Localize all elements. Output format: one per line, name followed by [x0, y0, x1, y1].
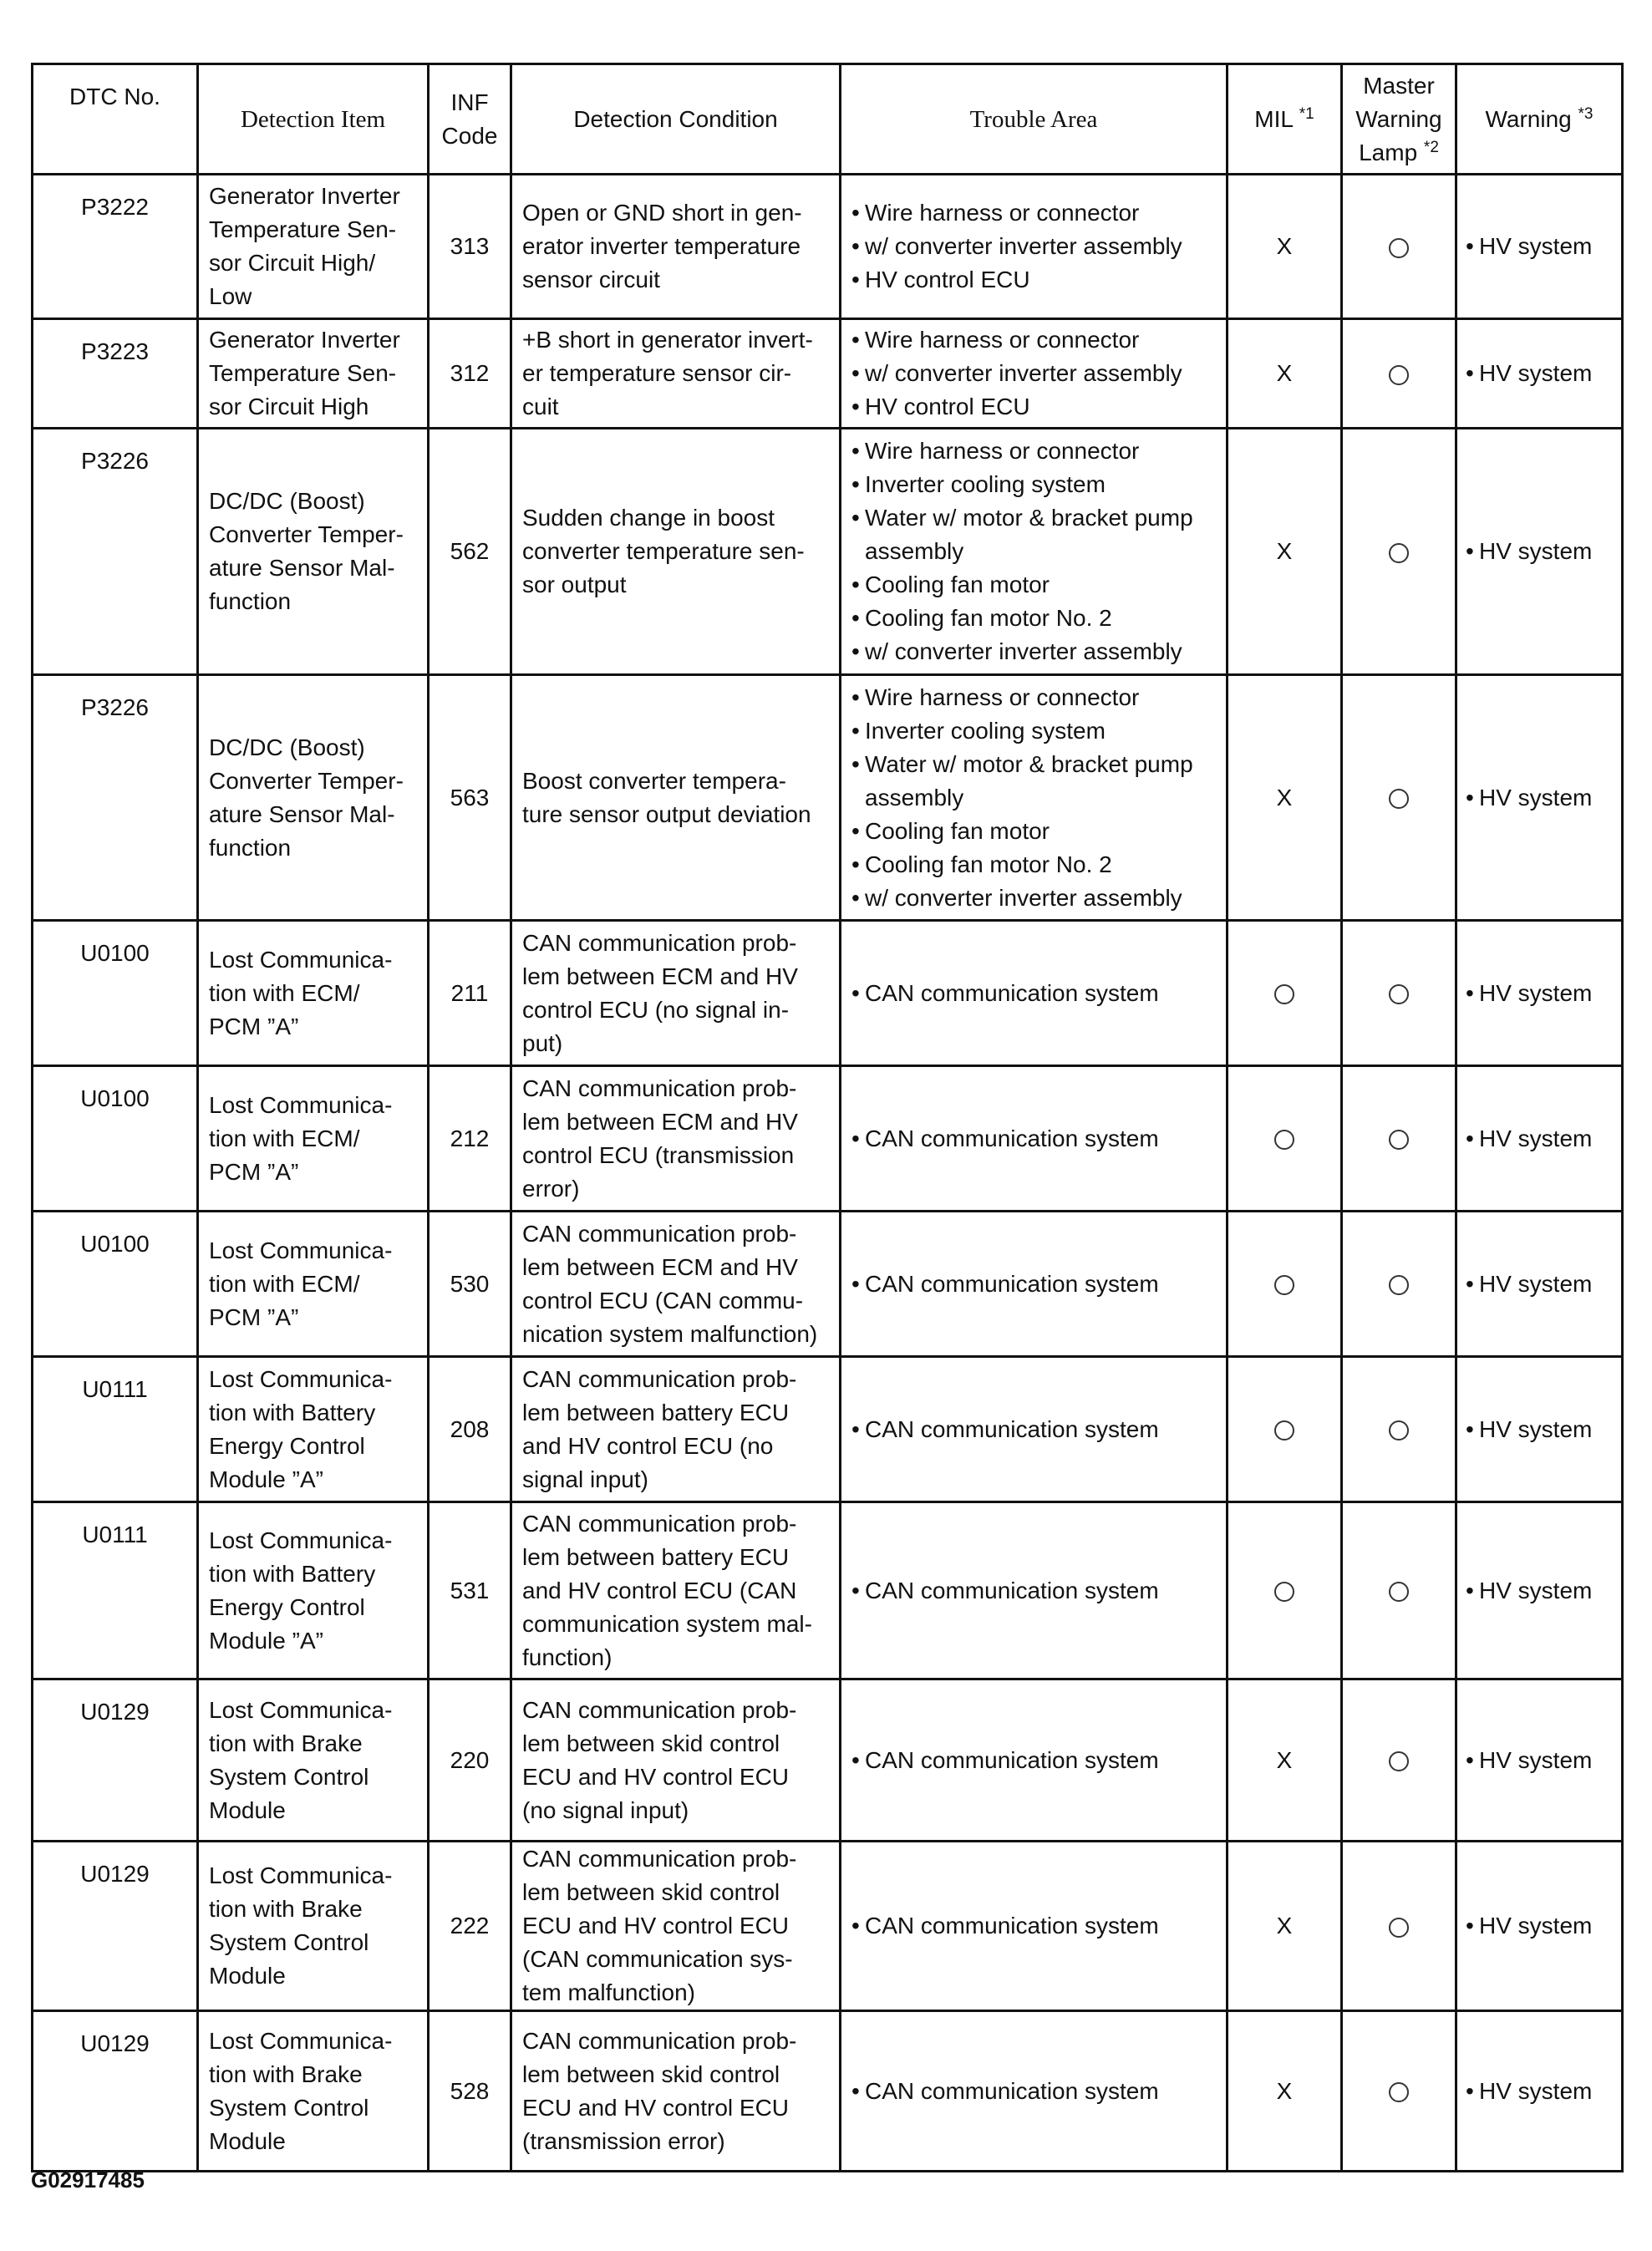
detection-condition-line: lem between skid control — [522, 1879, 780, 1905]
mil-cell — [1228, 675, 1342, 921]
detection-item-line: DC/DC (Boost) — [209, 488, 365, 514]
detection-item-line: ature Sensor Mal- — [209, 800, 395, 827]
detection-condition-line: and HV control ECU (CAN — [522, 1577, 797, 1603]
dtc-number-cell: U0129 — [33, 1679, 198, 1842]
master-warning-lamp-cell — [1342, 429, 1456, 675]
circle-mark-icon — [1389, 1275, 1409, 1295]
header-inf-code-line1: INF — [450, 89, 489, 115]
trouble-area-item: • Cooling fan motor No. 2 — [851, 848, 1219, 882]
inf-code-cell: 312 — [429, 319, 511, 429]
header-warning — [1456, 64, 1623, 175]
detection-condition-line: error) — [522, 1175, 580, 1202]
x-mark: X — [1276, 360, 1293, 386]
dtc-number-cell: U0111 — [33, 1502, 198, 1679]
header-master-warning-lamp — [1342, 64, 1456, 175]
header-mil-text: MIL — [1254, 105, 1293, 132]
detection-item-line: Lost Communica- — [209, 1365, 393, 1392]
trouble-area-item: • Wire harness or connector — [851, 323, 1219, 357]
table-row — [33, 1842, 1623, 2011]
detection-condition-line: function) — [522, 1644, 613, 1670]
detection-item-line: System Control — [209, 1763, 369, 1790]
detection-item-line: Generator Inverter — [209, 183, 400, 209]
detection-item-line: tion with ECM/ — [209, 979, 360, 1006]
detection-condition-cell — [511, 1212, 841, 1357]
trouble-area-item: • CAN communication system — [851, 1909, 1219, 1943]
detection-item-line: System Control — [209, 2094, 369, 2121]
detection-item-line: Lost Communica- — [209, 2027, 393, 2054]
trouble-area-item: • CAN communication system — [851, 977, 1219, 1010]
detection-item-cell — [198, 319, 429, 429]
table-row — [33, 675, 1623, 921]
header-master-line1: Master — [1363, 72, 1435, 99]
detection-item-line: Lost Communica- — [209, 1091, 393, 1118]
warning-cell — [1456, 175, 1623, 319]
trouble-area-item: • w/ converter inverter assembly — [851, 230, 1219, 263]
inf-code-cell: 563 — [429, 675, 511, 921]
detection-condition-line: Boost converter tempera- — [522, 767, 786, 794]
detection-item-line: Converter Temper- — [209, 767, 404, 794]
detection-item-cell — [198, 675, 429, 921]
trouble-area-item: • CAN communication system — [851, 1122, 1219, 1156]
trouble-area-item: • Water w/ motor & bracket pump — [851, 748, 1219, 781]
inf-code-cell: 208 — [429, 1357, 511, 1502]
detection-item-line: tion with Brake — [209, 1896, 363, 1922]
circle-mark-icon — [1389, 1582, 1409, 1602]
header-detection-condition — [511, 64, 841, 175]
warning-item: • HV system — [1466, 1122, 1613, 1156]
master-warning-lamp-cell — [1342, 675, 1456, 921]
detection-item-line: tion with Battery — [209, 1560, 376, 1587]
table-row — [33, 2011, 1623, 2172]
header-dtc-no-text: DTC No. — [69, 84, 160, 109]
detection-condition-cell — [511, 2011, 841, 2172]
detection-condition-line: converter temperature sen- — [522, 538, 805, 564]
trouble-area-item: • Inverter cooling system — [851, 468, 1219, 501]
detection-condition-line: put) — [522, 1029, 563, 1056]
detection-condition-line: tem malfunction) — [522, 1979, 695, 2005]
detection-item-line: function — [209, 588, 292, 614]
detection-condition-line: nication system malfunction) — [522, 1320, 818, 1347]
trouble-area-item: • CAN communication system — [851, 1268, 1219, 1301]
circle-mark-icon — [1274, 984, 1294, 1004]
figure-code: G02917485 — [31, 2167, 145, 2193]
detection-item-line: Module — [209, 1963, 286, 1989]
warning-item: • HV system — [1466, 1909, 1613, 1943]
trouble-area-item: • Cooling fan motor — [851, 815, 1219, 848]
detection-condition-line: CAN communication prob- — [522, 1696, 797, 1723]
mil-cell — [1228, 1502, 1342, 1679]
detection-item-line: sor Circuit High/ — [209, 250, 376, 276]
circle-mark-icon — [1389, 1130, 1409, 1150]
trouble-area-cell — [841, 1842, 1228, 2011]
detection-item-line: sor Circuit High — [209, 394, 369, 419]
detection-item-line: Generator Inverter — [209, 327, 400, 353]
mil-cell — [1228, 429, 1342, 675]
table-row — [33, 1357, 1623, 1502]
detection-item-line: Lost Communica- — [209, 1237, 393, 1263]
trouble-area-continuation: assembly — [865, 538, 964, 564]
detection-condition-line: lem between skid control — [522, 2060, 780, 2087]
detection-condition-line: (transmission error) — [522, 2127, 725, 2154]
detection-item-line: tion with Battery — [209, 1399, 376, 1425]
warning-item: • HV system — [1466, 977, 1613, 1010]
master-warning-lamp-cell — [1342, 1842, 1456, 2011]
dtc-number-cell: P3226 — [33, 429, 198, 675]
detection-condition-line: (CAN communication sys- — [522, 1946, 793, 1972]
detection-item-line: Energy Control — [209, 1593, 365, 1620]
circle-mark-icon — [1389, 1918, 1409, 1938]
detection-condition-cell — [511, 429, 841, 675]
inf-code-cell: 313 — [429, 175, 511, 319]
trouble-area-item: • Cooling fan motor — [851, 568, 1219, 602]
warning-cell — [1456, 1502, 1623, 1679]
trouble-area-cell — [841, 1679, 1228, 1842]
x-mark: X — [1276, 784, 1293, 810]
detection-condition-cell — [511, 1502, 841, 1679]
table-row — [33, 429, 1623, 675]
circle-mark-icon — [1389, 2082, 1409, 2102]
x-mark: X — [1276, 1746, 1293, 1773]
detection-item-cell — [198, 921, 429, 1066]
x-mark: X — [1276, 538, 1293, 564]
detection-condition-cell — [511, 675, 841, 921]
table-row — [33, 319, 1623, 429]
trouble-area-cell — [841, 1357, 1228, 1502]
header-master-line2: Warning — [1355, 105, 1442, 132]
detection-item-cell — [198, 2011, 429, 2172]
detection-item-line: Energy Control — [209, 1432, 365, 1459]
x-mark: X — [1276, 2077, 1293, 2104]
header-master-line3: Lamp — [1359, 139, 1418, 165]
detection-condition-line: lem between battery ECU — [522, 1543, 790, 1570]
header-warning-text: Warning — [1485, 105, 1572, 132]
detection-item-line: Lost Communica- — [209, 1862, 393, 1888]
inf-code-cell: 212 — [429, 1066, 511, 1212]
header-inf-code — [429, 64, 511, 175]
warning-cell — [1456, 1679, 1623, 1842]
detection-item-cell — [198, 429, 429, 675]
detection-condition-line: Sudden change in boost — [522, 505, 775, 531]
warning-cell — [1456, 675, 1623, 921]
mil-cell — [1228, 1066, 1342, 1212]
detection-item-line: Module ”A” — [209, 1627, 323, 1654]
warning-item: • HV system — [1466, 781, 1613, 815]
dtc-number-cell: U0111 — [33, 1357, 198, 1502]
trouble-area-item: • Water w/ motor & bracket pump — [851, 501, 1219, 535]
warning-item: • HV system — [1466, 535, 1613, 568]
detection-item-line: Temperature Sen- — [209, 360, 397, 386]
mil-cell — [1228, 1842, 1342, 2011]
master-warning-lamp-cell — [1342, 2011, 1456, 2172]
detection-item-line: DC/DC (Boost) — [209, 734, 365, 760]
detection-condition-line: signal input) — [522, 1466, 648, 1492]
detection-condition-line: cuit — [522, 394, 559, 419]
table-row — [33, 1679, 1623, 1842]
dtc-number-cell: P3223 — [33, 319, 198, 429]
trouble-area-item: • Wire harness or connector — [851, 681, 1219, 714]
detection-condition-line: ture sensor output deviation — [522, 800, 811, 827]
master-warning-lamp-cell — [1342, 319, 1456, 429]
warning-cell — [1456, 319, 1623, 429]
detection-condition-line: CAN communication prob- — [522, 1365, 797, 1392]
detection-item-cell — [198, 175, 429, 319]
detection-item-cell — [198, 1066, 429, 1212]
detection-condition-line: CAN communication prob- — [522, 1075, 797, 1101]
dtc-table — [31, 63, 1624, 2172]
detection-condition-line: control ECU (CAN commu- — [522, 1287, 804, 1314]
dtc-number-cell: U0100 — [33, 1066, 198, 1212]
inf-code-cell: 531 — [429, 1502, 511, 1679]
trouble-area-item: • w/ converter inverter assembly — [851, 635, 1219, 668]
detection-condition-line: control ECU (no signal in- — [522, 996, 790, 1023]
trouble-area-cell — [841, 921, 1228, 1066]
warning-cell — [1456, 1212, 1623, 1357]
circle-mark-icon — [1274, 1582, 1294, 1602]
detection-item-line: tion with Brake — [209, 2060, 363, 2087]
detection-item-line: tion with ECM/ — [209, 1125, 360, 1151]
master-warning-lamp-cell — [1342, 921, 1456, 1066]
trouble-area-cell — [841, 1502, 1228, 1679]
detection-item-cell — [198, 1212, 429, 1357]
detection-condition-line: lem between ECM and HV — [522, 1253, 798, 1280]
warning-item: • HV system — [1466, 1268, 1613, 1301]
detection-condition-cell — [511, 1357, 841, 1502]
trouble-area-item: • CAN communication system — [851, 1413, 1219, 1446]
dtc-number-cell: U0129 — [33, 1842, 198, 2011]
trouble-area-continuation: assembly — [865, 784, 964, 810]
detection-item-line: Low — [209, 283, 252, 309]
master-warning-lamp-cell — [1342, 1212, 1456, 1357]
table-row — [33, 175, 1623, 319]
trouble-area-item: • HV control ECU — [851, 263, 1219, 297]
circle-mark-icon — [1389, 365, 1409, 385]
trouble-area-item: • Wire harness or connector — [851, 434, 1219, 468]
master-warning-lamp-cell — [1342, 175, 1456, 319]
detection-condition-line: CAN communication prob- — [522, 929, 797, 956]
trouble-area-cell — [841, 2011, 1228, 2172]
mil-cell — [1228, 175, 1342, 319]
trouble-area-item: • Cooling fan motor No. 2 — [851, 602, 1219, 635]
detection-item-cell — [198, 1842, 429, 2011]
mil-cell — [1228, 1212, 1342, 1357]
warning-item: • HV system — [1466, 1413, 1613, 1446]
header-detection-condition-text: Detection Condition — [573, 105, 778, 132]
detection-item-line: Converter Temper- — [209, 521, 404, 547]
trouble-area-cell — [841, 319, 1228, 429]
header-detection-item-text: Detection Item — [240, 105, 386, 133]
warning-item: • HV system — [1466, 230, 1613, 263]
detection-condition-cell — [511, 175, 841, 319]
detection-condition-line: lem between battery ECU — [522, 1399, 790, 1425]
header-master-note: *2 — [1423, 138, 1439, 156]
detection-condition-line: ECU and HV control ECU — [522, 1913, 790, 1939]
dtc-table-body — [33, 175, 1623, 2172]
dtc-number-cell: U0129 — [33, 2011, 198, 2172]
trouble-area-item: • w/ converter inverter assembly — [851, 357, 1219, 390]
detection-condition-line: ECU and HV control ECU — [522, 1763, 790, 1790]
detection-item-line: Lost Communica- — [209, 946, 393, 973]
header-trouble-area-text: Trouble Area — [969, 105, 1098, 133]
master-warning-lamp-cell — [1342, 1357, 1456, 1502]
dtc-number-cell: U0100 — [33, 1212, 198, 1357]
detection-condition-cell — [511, 1679, 841, 1842]
detection-condition-line: +B short in generator invert- — [522, 327, 813, 353]
header-inf-code-line2: Code — [441, 122, 498, 149]
master-warning-lamp-cell — [1342, 1679, 1456, 1842]
header-detection-item — [198, 64, 429, 175]
detection-condition-line: lem between ECM and HV — [522, 1108, 798, 1135]
detection-condition-line: lem between skid control — [522, 1730, 780, 1756]
table-row — [33, 1212, 1623, 1357]
header-row — [33, 64, 1623, 175]
circle-mark-icon — [1389, 984, 1409, 1004]
detection-item-line: PCM ”A” — [209, 1303, 299, 1330]
detection-item-cell — [198, 1502, 429, 1679]
warning-item: • HV system — [1466, 1744, 1613, 1777]
trouble-area-cell — [841, 1066, 1228, 1212]
warning-cell — [1456, 1066, 1623, 1212]
detection-condition-line: erator inverter temperature — [522, 233, 801, 259]
detection-item-line: tion with ECM/ — [209, 1270, 360, 1297]
inf-code-cell: 211 — [429, 921, 511, 1066]
trouble-area-item: • w/ converter inverter assembly — [851, 882, 1219, 915]
detection-item-line: tion with Brake — [209, 1730, 363, 1756]
trouble-area-cell — [841, 175, 1228, 319]
inf-code-cell: 222 — [429, 1842, 511, 2011]
warning-item: • HV system — [1466, 2075, 1613, 2108]
warning-item: • HV system — [1466, 1574, 1613, 1608]
detection-condition-line: control ECU (transmission — [522, 1141, 795, 1168]
circle-mark-icon — [1389, 238, 1409, 258]
detection-item-line: Module ”A” — [209, 1466, 323, 1492]
header-mil-note: *1 — [1299, 104, 1314, 123]
inf-code-cell: 530 — [429, 1212, 511, 1357]
detection-condition-cell — [511, 1842, 841, 2011]
trouble-area-cell — [841, 1212, 1228, 1357]
detection-item-cell — [198, 1679, 429, 1842]
header-mil — [1228, 64, 1342, 175]
detection-condition-line: CAN communication prob- — [522, 1220, 797, 1247]
warning-cell — [1456, 2011, 1623, 2172]
circle-mark-icon — [1274, 1130, 1294, 1150]
trouble-area-item: • CAN communication system — [851, 2075, 1219, 2108]
trouble-area-item: • Inverter cooling system — [851, 714, 1219, 748]
warning-cell — [1456, 429, 1623, 675]
warning-cell — [1456, 921, 1623, 1066]
header-dtc-no — [33, 64, 198, 175]
detection-item-line: Module — [209, 2127, 286, 2154]
table-row — [33, 1066, 1623, 1212]
circle-mark-icon — [1389, 543, 1409, 563]
inf-code-cell: 562 — [429, 429, 511, 675]
detection-condition-cell — [511, 319, 841, 429]
detection-condition-line: sor output — [522, 572, 627, 597]
detection-item-line: function — [209, 834, 292, 861]
detection-item-line: Temperature Sen- — [209, 216, 397, 242]
mil-cell — [1228, 319, 1342, 429]
mil-cell — [1228, 1679, 1342, 1842]
detection-condition-line: (no signal input) — [522, 1796, 689, 1823]
circle-mark-icon — [1389, 1420, 1409, 1441]
warning-cell — [1456, 1842, 1623, 2011]
detection-condition-line: lem between ECM and HV — [522, 963, 798, 989]
circle-mark-icon — [1274, 1420, 1294, 1441]
detection-item-line: System Control — [209, 1929, 369, 1955]
master-warning-lamp-cell — [1342, 1502, 1456, 1679]
mil-cell — [1228, 1357, 1342, 1502]
circle-mark-icon — [1389, 1751, 1409, 1771]
header-warning-note: *3 — [1578, 104, 1594, 123]
x-mark: X — [1276, 233, 1293, 259]
detection-condition-line: ECU and HV control ECU — [522, 2094, 790, 2121]
inf-code-cell: 528 — [429, 2011, 511, 2172]
trouble-area-item: • CAN communication system — [851, 1574, 1219, 1608]
detection-item-line: PCM ”A” — [209, 1158, 299, 1185]
x-mark: X — [1276, 1913, 1293, 1939]
dtc-number-cell: P3222 — [33, 175, 198, 319]
trouble-area-item: • Wire harness or connector — [851, 196, 1219, 230]
header-trouble-area — [841, 64, 1228, 175]
warning-cell — [1456, 1357, 1623, 1502]
trouble-area-item: • CAN communication system — [851, 1744, 1219, 1777]
detection-condition-line: communication system mal- — [522, 1610, 812, 1637]
master-warning-lamp-cell — [1342, 1066, 1456, 1212]
circle-mark-icon — [1274, 1275, 1294, 1295]
detection-condition-line: CAN communication prob- — [522, 1846, 797, 1872]
circle-mark-icon — [1389, 789, 1409, 809]
detection-condition-line: CAN communication prob- — [522, 1510, 797, 1537]
detection-condition-line: and HV control ECU (no — [522, 1432, 774, 1459]
dtc-number-cell: U0100 — [33, 921, 198, 1066]
detection-condition-cell — [511, 921, 841, 1066]
table-row — [33, 921, 1623, 1066]
detection-condition-line: er temperature sensor cir- — [522, 360, 792, 386]
detection-condition-line: sensor circuit — [522, 267, 660, 292]
detection-item-line: Lost Communica- — [209, 1527, 393, 1553]
detection-item-line: Module — [209, 1796, 286, 1823]
trouble-area-item: • HV control ECU — [851, 390, 1219, 424]
mil-cell — [1228, 2011, 1342, 2172]
detection-item-line: ature Sensor Mal- — [209, 555, 395, 581]
trouble-area-cell — [841, 429, 1228, 675]
inf-code-cell: 220 — [429, 1679, 511, 1842]
trouble-area-cell — [841, 675, 1228, 921]
warning-item: • HV system — [1466, 357, 1613, 390]
dtc-number-cell: P3226 — [33, 675, 198, 921]
detection-item-line: Lost Communica- — [209, 1696, 393, 1723]
detection-item-cell — [198, 1357, 429, 1502]
table-row — [33, 1502, 1623, 1679]
detection-condition-line: CAN communication prob- — [522, 2027, 797, 2054]
detection-item-line: PCM ”A” — [209, 1013, 299, 1039]
detection-condition-cell — [511, 1066, 841, 1212]
detection-condition-line: Open or GND short in gen- — [522, 200, 802, 226]
mil-cell — [1228, 921, 1342, 1066]
